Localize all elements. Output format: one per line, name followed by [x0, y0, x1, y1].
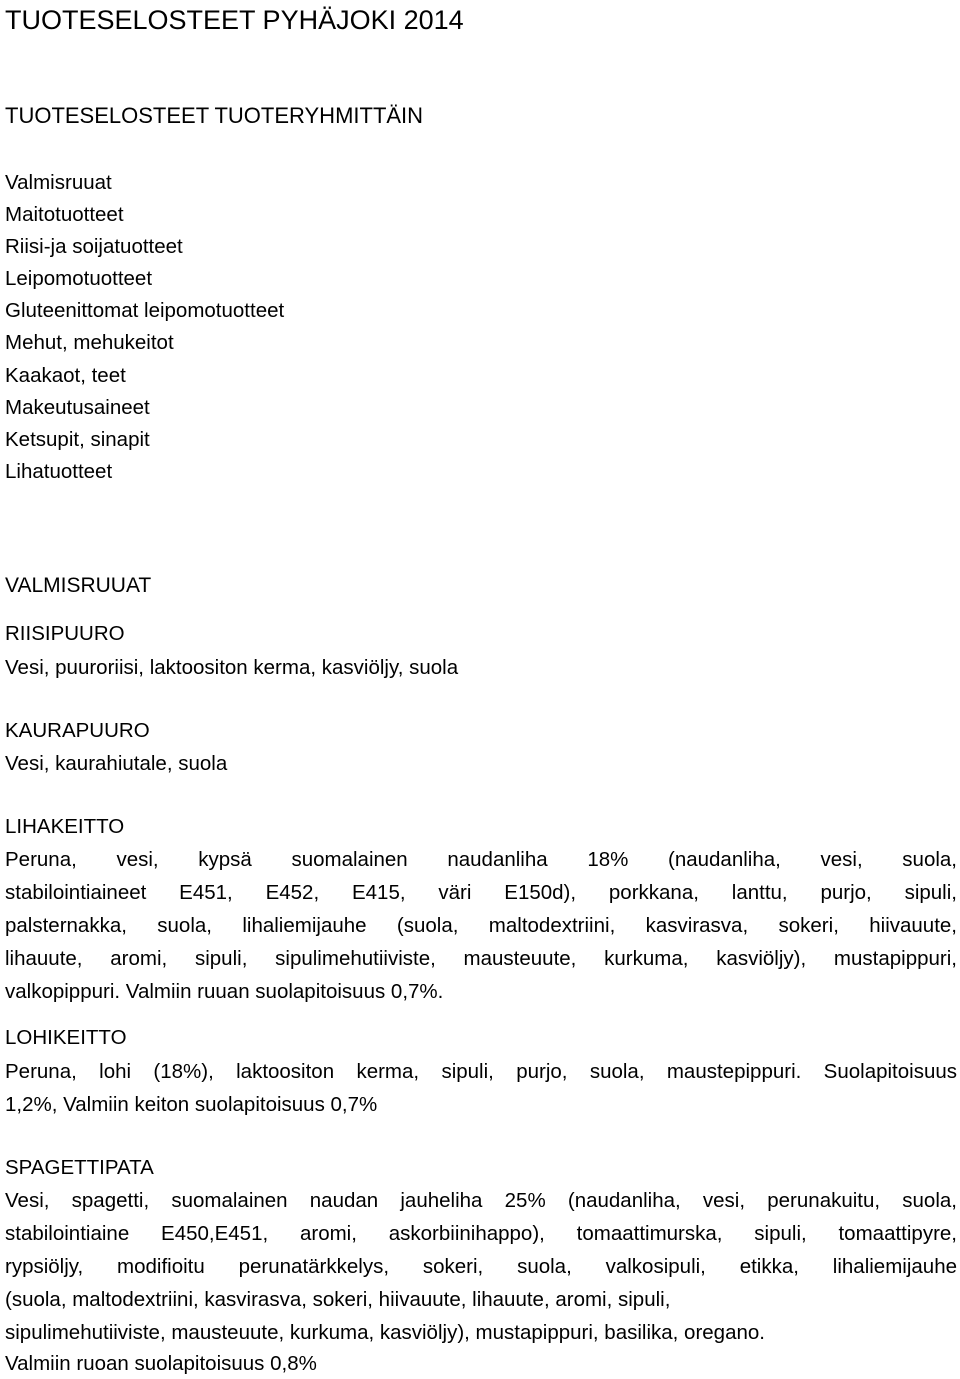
ingredient-line: lihauute, aromi, sipuli, sipulimehutiiviste, mausteuute, kurkuma, kasviöljy), mustapippuri,	[5, 947, 957, 970]
product-group-item: Makeutusaineet	[5, 396, 150, 419]
ingredient-line: Vesi, kaurahiutale, suola	[5, 752, 228, 775]
product-group-item: Leipomotuotteet	[5, 267, 153, 290]
product-name: SPAGETTIPATA	[5, 1156, 154, 1179]
product-name: RIISIPUURO	[5, 622, 125, 645]
product-group-item: Mehut, mehukeitot	[5, 331, 174, 354]
ingredient-line: Vesi, puuroriisi, laktoositon kerma, kasviöljy, suola	[5, 656, 459, 679]
ingredient-line: Valmiin ruoan suolapitoisuus 0,8%	[5, 1352, 317, 1375]
product-group-item: Ketsupit, sinapit	[5, 428, 150, 451]
ingredient-line: Vesi, spagetti, suomalainen naudan jauheliha 25% (naudanliha, vesi, perunakuitu, suola,	[5, 1189, 957, 1212]
product-name: LOHIKEITTO	[5, 1026, 127, 1049]
ingredient-line: rypsiöljy, modifioitu perunatärkkelys, sokeri, suola, valkosipuli, etikka, lihaliemijauhe	[5, 1255, 957, 1278]
ingredient-line: stabilointiaineet E451, E452, E415, väri E150d), porkkana, lanttu, purjo, sipuli,	[5, 881, 957, 904]
product-name: KAURAPUURO	[5, 719, 150, 742]
product-group-item: Riisi-ja soijatuotteet	[5, 235, 183, 258]
ingredient-line: Peruna, vesi, kypsä suomalainen naudanliha 18% (naudanliha, vesi, suola,	[5, 848, 957, 871]
product-name: LIHAKEITTO	[5, 815, 125, 838]
product-group-item: Maitotuotteet	[5, 203, 124, 226]
product-group-item: Lihatuotteet	[5, 460, 113, 483]
ingredient-line: Peruna, lohi (18%), laktoositon kerma, sipuli, purjo, suola, maustepippuri. Suolapitoisuus	[5, 1060, 957, 1083]
document-title: TUOTESELOSTEET PYHÄJOKI 2014	[5, 5, 464, 35]
document-subtitle: TUOTESELOSTEET TUOTERYHMITTÄIN	[5, 103, 424, 128]
product-group-item: Kaakaot, teet	[5, 364, 126, 387]
ingredient-line: sipulimehutiiviste, mausteuute, kurkuma, kasviöljy), mustapippuri, basilika, oregano.	[5, 1321, 765, 1344]
ingredient-line: (suola, maltodextriini, kasvirasva, sokeri, hiivauute, lihauute, aromi, sipuli,	[5, 1288, 671, 1311]
ingredient-line: 1,2%, Valmiin keiton suolapitoisuus 0,7%	[5, 1093, 378, 1116]
product-group-item: Valmisruuat	[5, 171, 112, 194]
ingredient-line: stabilointiaine E450,E451, aromi, askorbiinihappo), tomaattimurska, sipuli, tomaattipyre,	[5, 1222, 957, 1245]
product-group-item: Gluteenittomat leipomotuotteet	[5, 299, 285, 322]
ingredient-line: valkopippuri. Valmiin ruuan suolapitoisuus 0,7%.	[5, 980, 444, 1003]
section-heading: VALMISRUUAT	[5, 574, 152, 597]
ingredient-line: palsternakka, suola, lihaliemijauhe (suola, maltodextriini, kasvirasva, sokeri, hiivauute,	[5, 914, 957, 937]
